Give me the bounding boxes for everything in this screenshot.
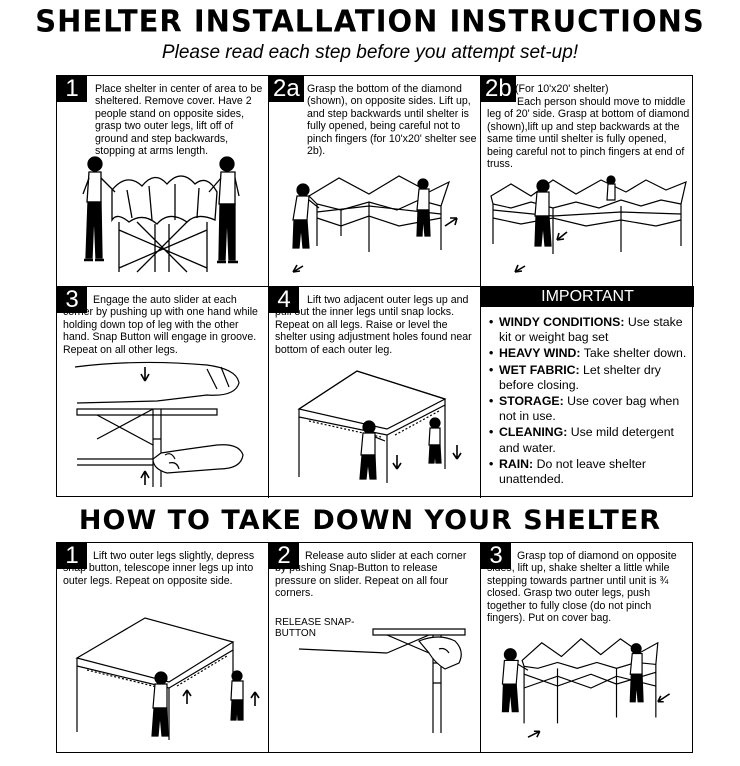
- takedown-title: HOW TO TAKE DOWN YOUR SHELTER: [78, 505, 662, 536]
- install-step-2b: [481, 76, 694, 287]
- step-number: 2b: [481, 76, 516, 102]
- step-text: Grasp top of diamond on opposite sides, lift up, shake shelter a little while stepping towards partner until unit is ¾ closed. Grasp two outer legs, push together to fully close (do not pinch fingers). Put on cover bag.: [487, 550, 677, 625]
- illustration-engage-auto-slider: [57, 359, 269, 489]
- takedown-step-1: [57, 543, 269, 752]
- install-step-2a: [269, 76, 481, 287]
- step-number: 1: [57, 76, 87, 102]
- step-number: 2a: [269, 76, 304, 102]
- illustration-large-shelter-expanding: [481, 166, 694, 276]
- step-text: Lift two outer legs slightly, depress snap button, telescope inner legs up into outer legs. Repeat on opposite side.: [63, 550, 255, 587]
- step-text: Release auto slider at each corner by pushing Snap-Button to release pressure on slider. Repeat on all four corners.: [275, 550, 467, 600]
- important-list: [489, 315, 688, 488]
- page-title: SHELTER INSTALLATION INSTRUCTIONS: [35, 3, 705, 39]
- important-heading: IMPORTANT: [481, 287, 694, 307]
- step-text: Engage the auto slider at each corner by pushing up with one hand while holding down top of leg with the other hand. Snap Button will engage in groove. Repeat on all other legs.: [63, 294, 258, 356]
- important-item: • WET FABRIC: Let shelter dry before closing.: [489, 363, 688, 393]
- install-step-4: [269, 287, 481, 498]
- illustration-shelter-expanding: [269, 166, 481, 276]
- takedown-step-3: [481, 543, 694, 752]
- step-text: Place shelter in center of area to be sheltered. Remove cover. Have 2 people stand on opposite sides, grasp two outer legs, lift off of ground and step backwards, stopping at arms length.: [95, 83, 263, 158]
- illustration-closing-shelter: [481, 629, 694, 747]
- important-box: [481, 287, 694, 498]
- step-number: 4: [269, 287, 299, 313]
- install-step-1: [57, 76, 269, 287]
- takedown-step-2: [269, 543, 481, 752]
- important-item: • RAIN: Do not leave shelter unattended.: [489, 457, 688, 487]
- illustration-release-slider: [269, 623, 481, 743]
- release-snap-button-callout: RELEASE SNAP-BUTTON: [275, 617, 355, 639]
- important-item: • STORAGE: Use cover bag when not in use.: [489, 394, 688, 424]
- step-number: 3: [57, 287, 87, 313]
- step-text: Grasp the bottom of the diamond (shown), on opposite sides. Lift up, and step backwards until shelter is fully opened, being careful not to pinch fingers (for 10'x20' shelter see 2b).: [307, 83, 477, 158]
- step-number: 3: [481, 543, 511, 569]
- install-grid: [56, 75, 693, 497]
- install-step-3: [57, 287, 269, 498]
- illustration-raise-legs: [269, 359, 481, 489]
- illustration-two-people-opening-shelter: [57, 150, 269, 280]
- important-item: • WINDY CONDITIONS: Use stake kit or weight bag set: [489, 315, 688, 345]
- step-text: [515, 83, 689, 95]
- step-subtitle: (For 10'x20' shelter): [515, 83, 609, 95]
- step-text: Lift two adjacent outer legs up and pull out the inner legs until snap locks. Repeat on all legs. Raise or level the shelter using adjustment holes found near bottom of each outer leg.: [275, 294, 472, 356]
- page-subtitle: Please read each step before you attempt set-up!: [161, 42, 579, 63]
- important-item: • CLEANING: Use mild detergent and water.: [489, 425, 688, 455]
- takedown-grid: [56, 542, 693, 753]
- step-number: 2: [269, 543, 299, 569]
- illustration-lower-legs: [57, 603, 269, 743]
- step-text-body: Each person should move to middle leg of 20' side. Grasp at bottom of diamond (shown),lift up and step backwards at the same time until shelter is fully opened, being careful not to pinch fingers at end of truss.: [487, 96, 690, 171]
- step-number: 1: [57, 543, 87, 569]
- important-item: • HEAVY WIND: Take shelter down.: [489, 346, 688, 361]
